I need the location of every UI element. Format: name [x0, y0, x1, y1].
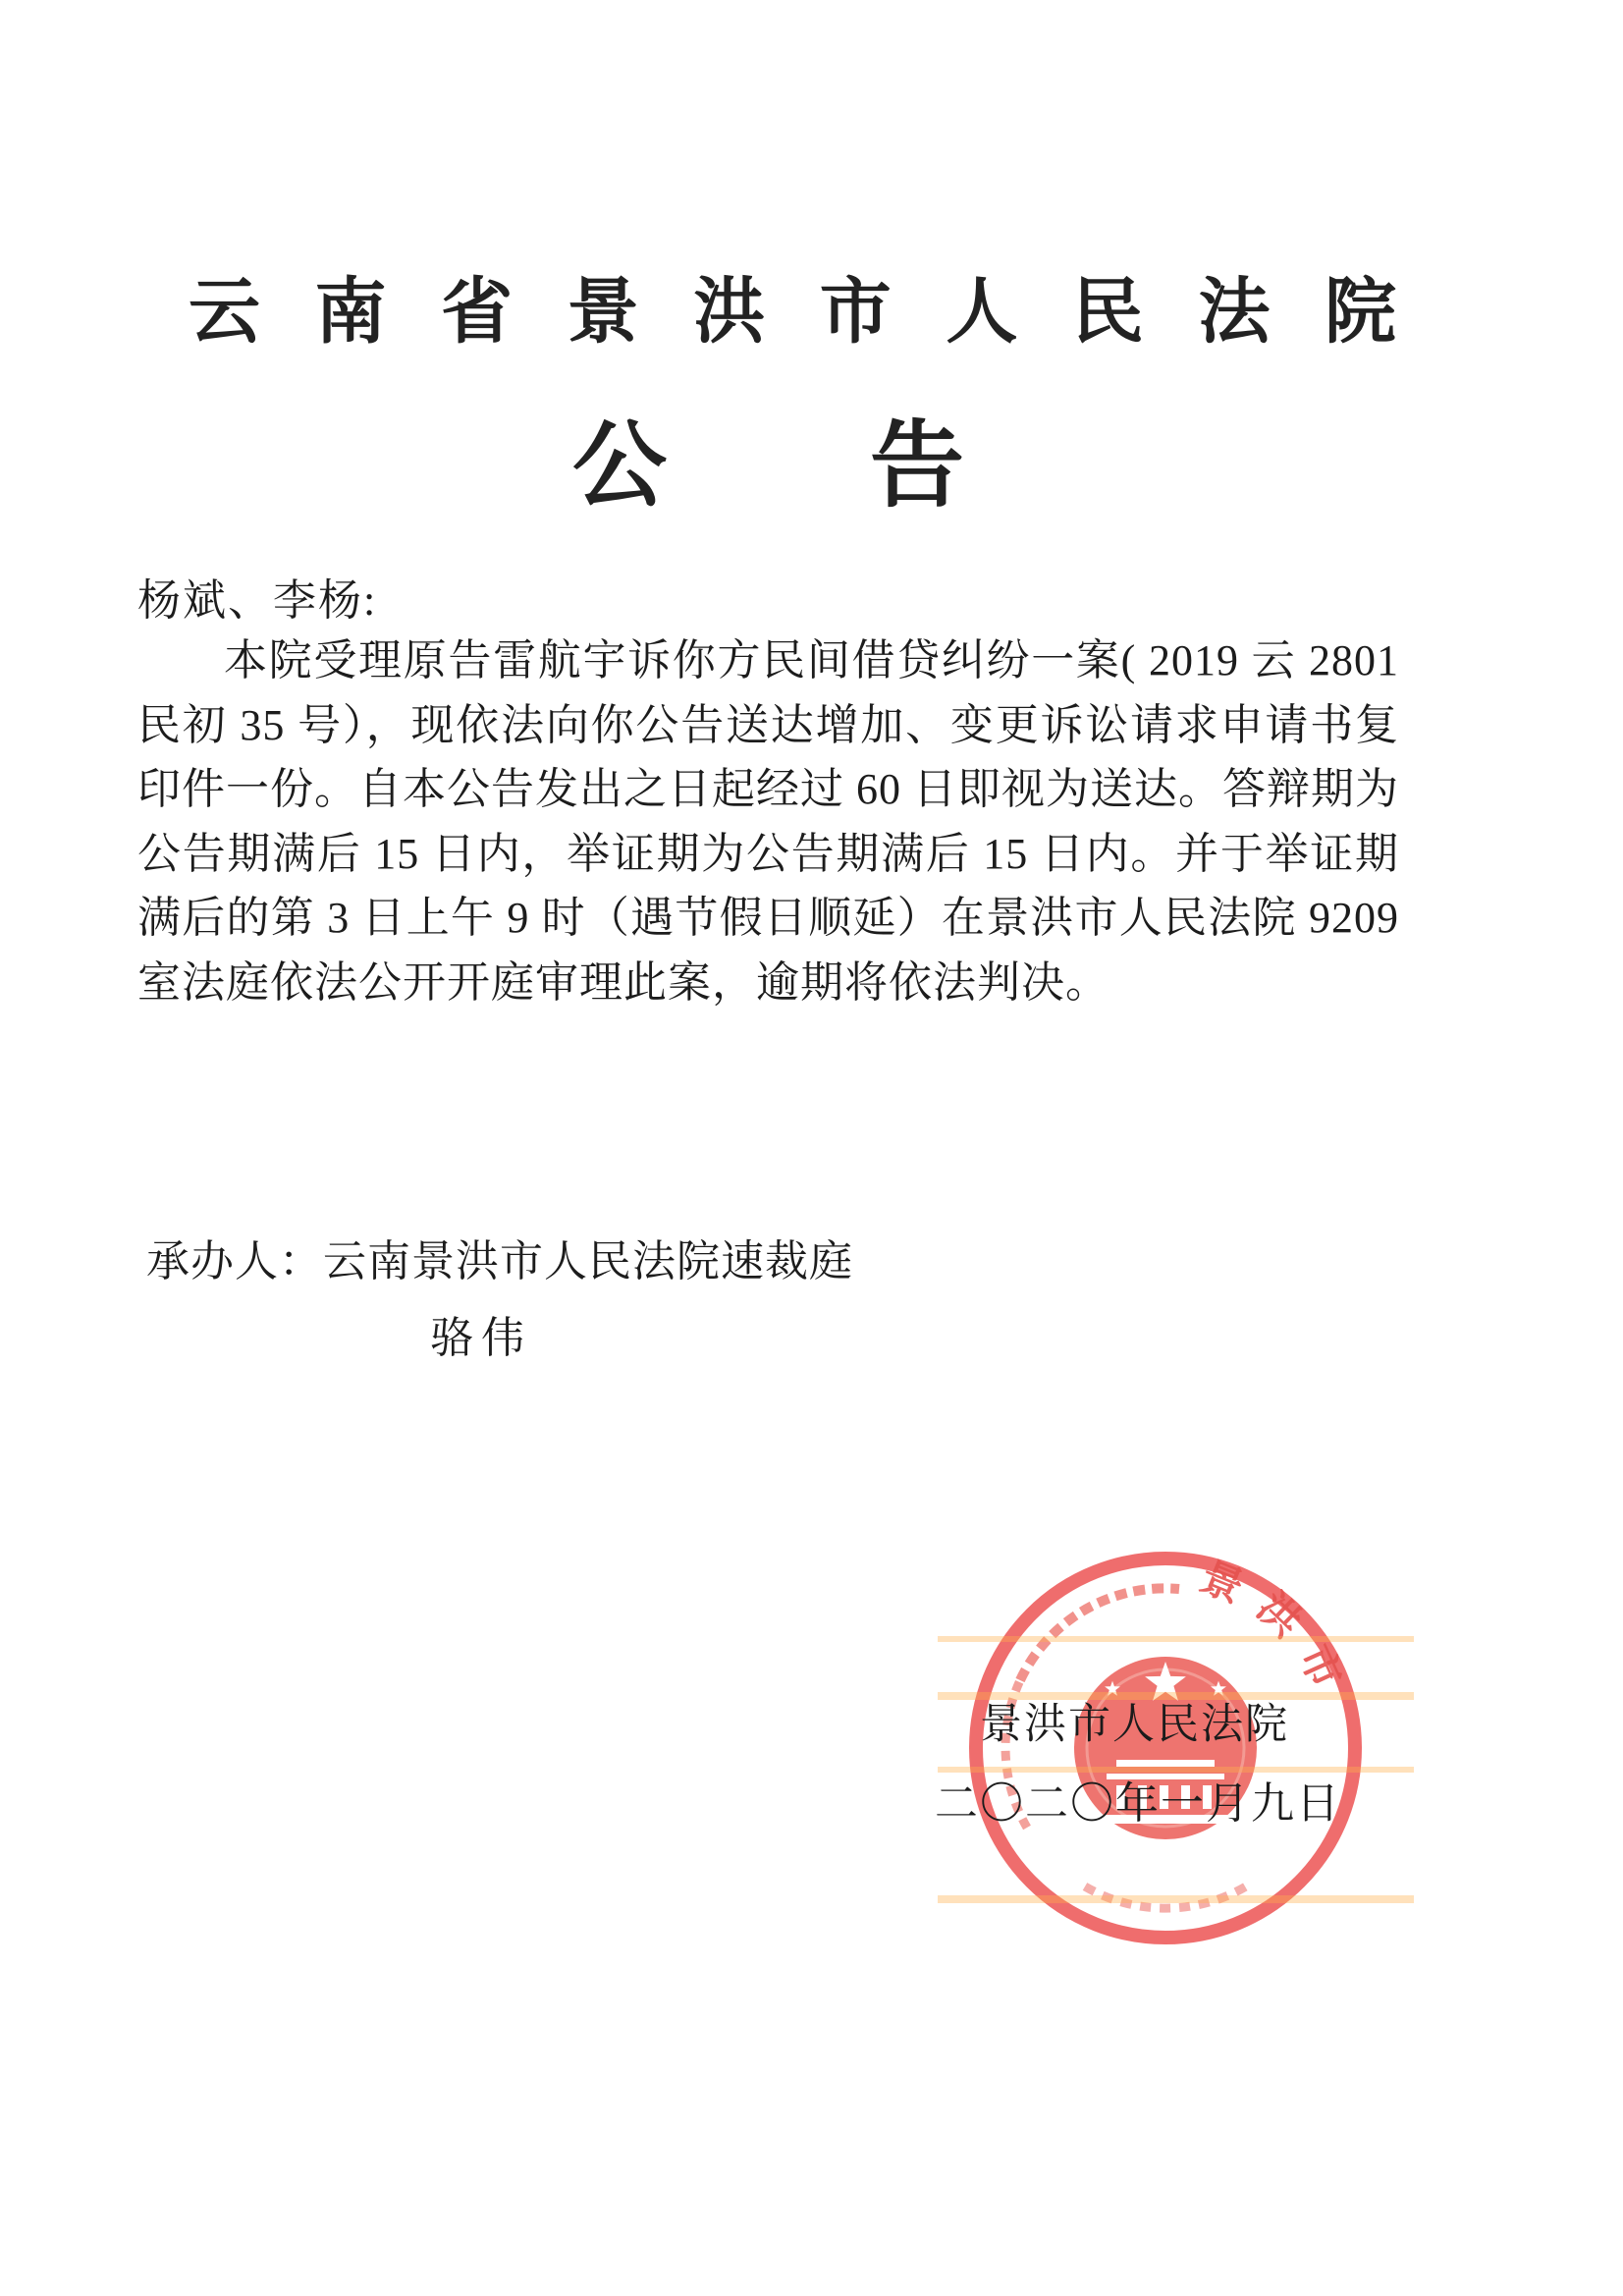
- notice-title: [137, 391, 1399, 525]
- handler-name: 骆伟: [430, 1314, 532, 1362]
- body-line: 印件一份。自本公告发出之日起经过 60 日即视为送达。答辩期为: [137, 765, 1399, 813]
- seal-date: 二〇二〇年一月九日: [935, 1779, 1341, 1828]
- body-line: 公告期满后 15 日内，举证期为公告期满后 15 日内。并于举证期: [137, 829, 1399, 878]
- notice-body: [137, 629, 1399, 1014]
- recipient-names: 杨斌、李杨:: [137, 576, 378, 625]
- handler-line: 承办人：云南景洪市人民法院速裁庭: [146, 1237, 853, 1285]
- seal-arc-text: 景洪市: [1193, 1555, 1357, 1714]
- notice-title-char: 告: [870, 413, 964, 519]
- body-line: 本院受理原告雷航宇诉你方民间借贷纠纷一案( 2019 云 2801: [224, 636, 1399, 684]
- notice-title-char: 公: [572, 413, 667, 519]
- body-line: 民初 35 号），现依法向你公告送达增加、变更诉讼请求申请书复: [137, 700, 1399, 749]
- body-line: 室法庭依法公开开庭审理此案，逾期将依法判决。: [137, 957, 1109, 1007]
- page-title: 云南省景洪市人民法院: [189, 272, 1396, 352]
- seal-court-name: 景洪市人民法院: [980, 1702, 1289, 1748]
- dai-script-arc: [1085, 1886, 1246, 1908]
- body-line: 满后的第 3 日上午 9 时（遇节假日顺延）在景洪市人民法院 9209: [137, 894, 1399, 942]
